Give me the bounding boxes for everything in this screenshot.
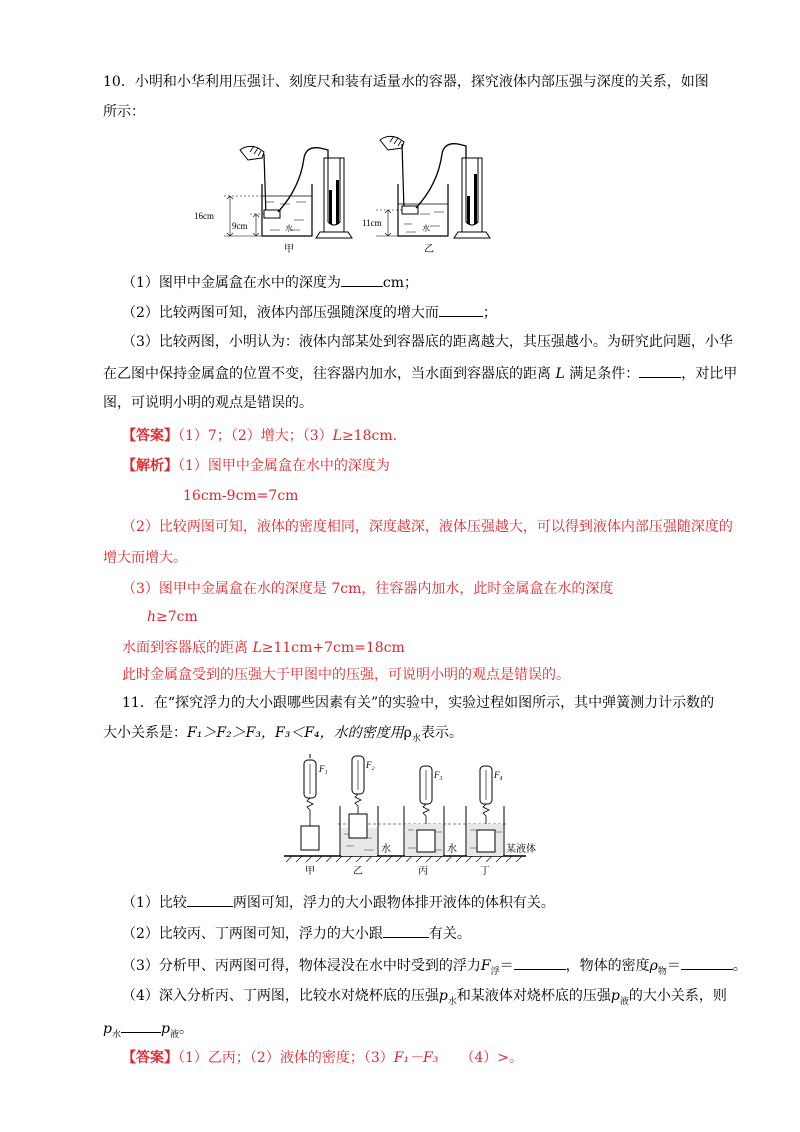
q11-stem-line1: 11．在“探究浮力的大小跟哪些因素有关”的实验中，实验过程如图所示，其中弹簧测力计示数的 <box>122 695 715 711</box>
fig-yi-11cm-label: 11cm <box>362 218 382 228</box>
q11-answer <box>122 1049 523 1067</box>
q11-fig-cap-yi: 乙 <box>353 866 363 877</box>
fig-jia-16cm-label: 16cm <box>194 211 214 221</box>
q11-sub3-end: 。 <box>732 958 747 974</box>
fig-jia-9cm-label: 9cm <box>232 221 248 231</box>
q11-fig-f4: F₄ <box>494 770 503 780</box>
q11-sub4-p: p <box>438 988 448 1004</box>
q11-sub4-answer-end: 。 <box>178 1021 193 1037</box>
q10-sub3-blank[interactable] <box>639 363 681 378</box>
q11-answer-f: F₁－F₃ <box>393 1050 439 1066</box>
q11-sub4-blank[interactable] <box>121 1018 161 1033</box>
q10-sub3-text: 在乙图中保持金属盒的位置不变，往容器内加水，当水面到容器底的距离 <box>103 366 551 382</box>
fig-yi <box>376 136 490 238</box>
q11-fig-cap-ding: 丁 <box>480 866 490 877</box>
answer-end: ≥18cm． <box>341 428 407 444</box>
answer-var: L <box>332 428 342 444</box>
q10-sub1-text: （1）图甲中金属盒在水中的深度为 <box>122 275 341 291</box>
q10-analysis-3a: （3）图甲中金属盒在水的深度是 7cm，往容器内加水，此时金属盒在水的深度 <box>122 581 614 597</box>
answer-text: （1）7；（2）增大；（3） <box>178 428 333 444</box>
q11-fig-liquid: 某液体 <box>506 844 536 855</box>
fig-jia-water-label: 水 <box>285 224 293 233</box>
q11-sub4-answer-p: p <box>103 1021 112 1037</box>
q10-sub1 <box>122 272 418 292</box>
q11-stem-2a: 大小关系是： <box>103 725 187 741</box>
q11-sub3-blank2[interactable] <box>681 955 733 970</box>
q11-fig-cap-jia: 甲 <box>305 866 315 877</box>
q11-sub4-answer-p2sub: 液 <box>169 1029 179 1040</box>
analysis-1: （1）图甲中金属盒在水中的深度为 <box>178 458 390 474</box>
q10-sub2 <box>122 302 497 322</box>
q10-sub3-var: L <box>555 366 565 382</box>
q10-sub3-cond: 满足条件： <box>569 366 640 382</box>
q11-sub4-answer-p2: p <box>160 1021 170 1037</box>
q10-sub2-blank[interactable] <box>439 302 483 317</box>
q10-stem-line1: 10．小明和小华利用压强计、刻度尺和装有适量水的容器，探究液体内部压强与深度的关系，如图 <box>103 74 709 90</box>
q11-fig-yi <box>340 756 378 856</box>
q11-fig-cap-bing: 丙 <box>418 866 428 877</box>
fig-yi-caption: 乙 <box>424 244 434 255</box>
q11-sub1-end: 两图可知，浮力的大小跟物体排开液体的体积有关。 <box>232 895 555 911</box>
q11-sub1-blank[interactable] <box>187 892 233 907</box>
q11-sub3-f: F <box>480 958 491 974</box>
q11-sub4-line2 <box>103 1018 193 1044</box>
q11-sub3-eq2: ＝ <box>666 958 681 974</box>
q11-sub4-answer-psub: 水 <box>111 1029 121 1040</box>
q11-answer-end: （4）>。 <box>460 1050 524 1066</box>
q11-sub4-p2sub: 液 <box>619 996 629 1007</box>
q11-stem-rho: ρ <box>403 725 412 741</box>
q10-sub3-end: ，对比甲 <box>681 366 738 382</box>
q11-sub2-blank[interactable] <box>383 923 429 938</box>
q11-sub3-rho: ρ <box>649 958 658 974</box>
q11-sub4-end: 的大小关系，则 <box>628 988 727 1004</box>
q11-fig-f3: F₃ <box>434 770 443 780</box>
q10-analysis-2a: （2）比较两图可知，液体的密度相同，深度越深，液体压强越大，可以得到液体内部压强随深度的 <box>122 519 733 535</box>
q11-stem-rho-sub: 水 <box>411 733 421 744</box>
fig-yi-water-label: 水 <box>422 224 430 233</box>
q10-sub3-line1: （3）比较两图，小明认为：液体内部某处到容器底的距离越大，其压强越小。为研究此问题，小华 <box>122 334 733 350</box>
q11-sub3-mid: ，物体的密度 <box>565 958 650 974</box>
q10-sub1-unit: cm； <box>382 275 419 291</box>
q10-sub3-line2 <box>103 363 737 383</box>
q11-sub1-text: （1）比较 <box>122 895 187 911</box>
q10-analysis-1b: 16cm-9cm=7cm <box>183 488 299 504</box>
analysis-3c-val: ≥11cm+7cm=18cm <box>261 640 405 656</box>
q10-analysis-3b <box>147 608 198 626</box>
q11-sub3 <box>122 955 747 981</box>
q11-sub1 <box>122 892 555 912</box>
q11-fig-water2: 水 <box>447 844 457 855</box>
q11-fig-f2: F₂ <box>366 760 375 770</box>
q11-answer-tag: 【答案】 <box>122 1050 178 1066</box>
q11-sub2-text: （2）比较丙、丁两图可知，浮力的大小跟 <box>122 926 383 942</box>
q10-figure <box>180 128 560 260</box>
analysis-3c-text: 水面到容器底的距离 <box>122 640 248 656</box>
answer-tag: 【答案】 <box>122 428 178 444</box>
q10-analysis-3c <box>122 639 405 657</box>
q11-answer-text: （1）乙丙；（2）液体的密度；（3） <box>178 1050 394 1066</box>
q11-fig-water1: 水 <box>381 844 391 855</box>
q11-sub4-text: （4）深入分析丙、丁两图，比较水对烧杯底的压强 <box>122 988 439 1004</box>
q11-sub3-blank1[interactable] <box>514 955 566 970</box>
q10-analysis-3e: 此时金属盒受到的压强大于甲图中的压强，可说明小明的观点是错误的。 <box>122 667 570 683</box>
q11-sub3-eq1: ＝ <box>499 958 514 974</box>
q11-sub4 <box>122 987 727 1011</box>
q11-figure <box>282 752 536 880</box>
q10-sub2-end: ； <box>482 305 497 321</box>
q11-stem-2c: 表示。 <box>420 725 463 741</box>
q11-sub4-p2: p <box>610 988 620 1004</box>
q11-sub3-text: （3）分析甲、丙两图可得，物体浸没在水中时受到的浮力 <box>122 958 481 974</box>
q11-sub3-fsub: 浮 <box>490 966 500 977</box>
analysis-tag: 【解析】 <box>122 458 178 474</box>
fig-jia-caption: 甲 <box>284 244 294 255</box>
q11-fig-f1: F₁ <box>319 764 328 774</box>
q10-analysis <box>122 457 390 475</box>
q11-sub3-rhosub: 物 <box>657 966 667 977</box>
q10-stem-line2: 所示： <box>103 104 145 120</box>
q11-sub4-mid: 和某液体对烧杯底的压强 <box>456 988 611 1004</box>
q11-stem-relation: F₁＞F₂＞F₃，F₃＜F₄，水的密度用 <box>187 725 404 741</box>
q11-sub2-end: 有关。 <box>428 926 471 942</box>
q10-answer <box>122 427 407 445</box>
q10-analysis-2b: 增大而增大。 <box>103 550 187 566</box>
q11-sub2 <box>122 923 471 943</box>
analysis-3-var: h <box>147 609 157 625</box>
q11-stem-line2 <box>103 724 463 748</box>
q11-fig-jia <box>301 754 319 850</box>
q11-sub4-psub: 水 <box>447 996 457 1007</box>
q10-sub2-text: （2）比较两图可知，液体内部压强随深度的增大而 <box>122 305 439 321</box>
analysis-3c-var: L <box>252 640 262 656</box>
q10-sub1-blank[interactable] <box>341 272 383 287</box>
q10-sub3-line3: 图，可说明小明的观点是错误的。 <box>103 395 313 411</box>
analysis-3-val: ≥7cm <box>156 609 198 625</box>
